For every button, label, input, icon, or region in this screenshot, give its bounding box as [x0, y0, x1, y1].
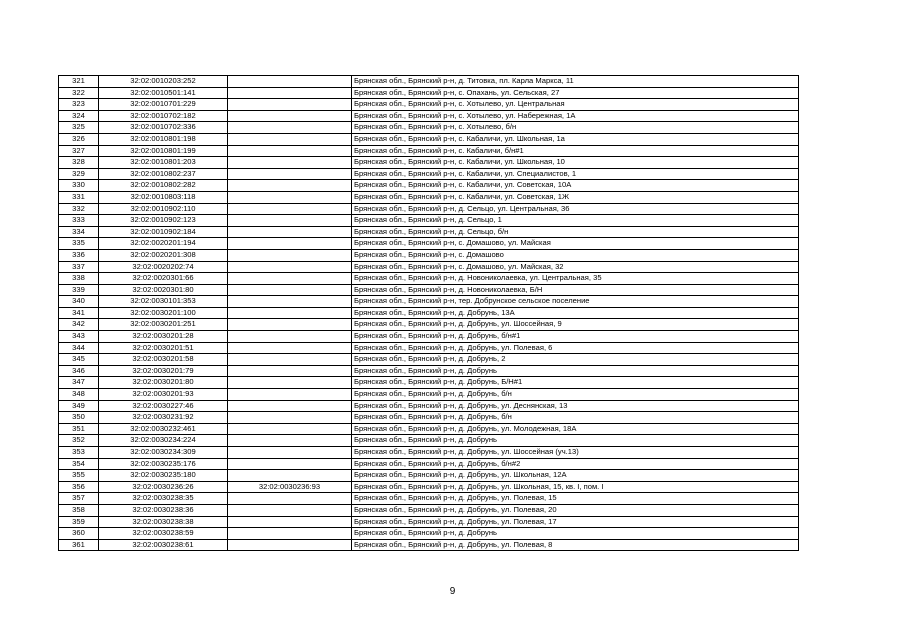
row-number-cell: 328 [59, 157, 99, 169]
cadastral-number-cell: 32:02:0010702:182 [99, 110, 228, 122]
cadastral-number-cell: 32:02:0010501:141 [99, 87, 228, 99]
parent-number-cell [228, 504, 352, 516]
address-cell: Брянская обл., Брянский р-н, д. Добрунь, ул. Деснянская, 13 [352, 400, 799, 412]
address-cell: Брянская обл., Брянский р-н, с. Домашово [352, 249, 799, 261]
row-number-cell: 337 [59, 261, 99, 273]
cadastral-number-cell: 32:02:0030201:58 [99, 354, 228, 366]
parent-number-cell [228, 110, 352, 122]
parent-number-cell [228, 99, 352, 111]
address-cell: Брянская обл., Брянский р-н, с. Кабаличи, ул. Советская, 1Ж [352, 191, 799, 203]
table-row [59, 122, 799, 134]
parent-number-cell [228, 400, 352, 412]
row-number-cell: 361 [59, 539, 99, 551]
cadastral-number-cell: 32:02:0030238:59 [99, 528, 228, 540]
address-cell: Брянская обл., Брянский р-н, д. Новониколаевка, ул. Центральная, 35 [352, 273, 799, 285]
parent-number-cell [228, 284, 352, 296]
cadastral-number-cell: 32:02:0030238:36 [99, 504, 228, 516]
row-number-cell: 345 [59, 354, 99, 366]
address-cell: Брянская обл., Брянский р-н, д. Сельцо, ул. Центральная, 36 [352, 203, 799, 215]
cadastral-number-cell: 32:02:0010902:184 [99, 226, 228, 238]
table-row [59, 157, 799, 169]
row-number-cell: 351 [59, 423, 99, 435]
address-cell: Брянская обл., Брянский р-н, д. Сельцо, б/н [352, 226, 799, 238]
cadastral-number-cell: 32:02:0030227:46 [99, 400, 228, 412]
table-row [59, 516, 799, 528]
row-number-cell: 323 [59, 99, 99, 111]
parent-number-cell [228, 458, 352, 470]
address-cell: Брянская обл., Брянский р-н, д. Добрунь, ул. Полевая, 8 [352, 539, 799, 551]
row-number-cell: 334 [59, 226, 99, 238]
cadastral-number-cell: 32:02:0010801:198 [99, 133, 228, 145]
address-cell: Брянская обл., Брянский р-н, д. Добрунь, ул. Школьная, 15, кв. I, пом. I [352, 481, 799, 493]
row-number-cell: 329 [59, 168, 99, 180]
row-number-cell: 336 [59, 249, 99, 261]
row-number-cell: 356 [59, 481, 99, 493]
address-cell: Брянская обл., Брянский р-н, д. Добрунь, 2 [352, 354, 799, 366]
cadastral-number-cell: 32:02:0020201:194 [99, 238, 228, 250]
cadastral-number-cell: 32:02:0020301:66 [99, 273, 228, 285]
table-row [59, 99, 799, 111]
parent-number-cell [228, 226, 352, 238]
cadastral-number-cell: 32:02:0010803:118 [99, 191, 228, 203]
parent-number-cell [228, 365, 352, 377]
parent-number-cell [228, 528, 352, 540]
row-number-cell: 325 [59, 122, 99, 134]
parent-number-cell [228, 157, 352, 169]
parent-number-cell [228, 342, 352, 354]
address-cell: Брянская обл., Брянский р-н, с. Кабаличи, ул. Специалистов, 1 [352, 168, 799, 180]
table-row [59, 249, 799, 261]
table-row [59, 412, 799, 424]
row-number-cell: 360 [59, 528, 99, 540]
cadastral-number-cell: 32:02:0030234:224 [99, 435, 228, 447]
cadastral-number-cell: 32:02:0030201:251 [99, 319, 228, 331]
cadastral-number-cell: 32:02:0010902:110 [99, 203, 228, 215]
parent-number-cell [228, 238, 352, 250]
cadastral-number-cell: 32:02:0030238:35 [99, 493, 228, 505]
row-number-cell: 321 [59, 76, 99, 88]
parent-number-cell [228, 377, 352, 389]
row-number-cell: 338 [59, 273, 99, 285]
table-row [59, 365, 799, 377]
table-row [59, 493, 799, 505]
parent-number-cell [228, 296, 352, 308]
row-number-cell: 349 [59, 400, 99, 412]
parent-number-cell [228, 87, 352, 99]
parent-number-cell [228, 133, 352, 145]
parent-number-cell [228, 191, 352, 203]
parent-number-cell [228, 319, 352, 331]
parent-number-cell [228, 493, 352, 505]
table-row [59, 273, 799, 285]
table-row [59, 296, 799, 308]
address-cell: Брянская обл., Брянский р-н, д. Добрунь, ул. Молодежная, 18А [352, 423, 799, 435]
address-cell: Брянская обл., Брянский р-н, д. Добрунь, ул. Полевая, 6 [352, 342, 799, 354]
row-number-cell: 326 [59, 133, 99, 145]
table-row [59, 238, 799, 250]
cadastral-number-cell: 32:02:0030232:461 [99, 423, 228, 435]
table-row [59, 76, 799, 88]
parent-number-cell [228, 122, 352, 134]
parent-number-cell [228, 539, 352, 551]
row-number-cell: 355 [59, 470, 99, 482]
table-row [59, 435, 799, 447]
table-row [59, 180, 799, 192]
address-cell: Брянская обл., Брянский р-н, д. Добрунь, б/н#2 [352, 458, 799, 470]
row-number-cell: 332 [59, 203, 99, 215]
cadastral-number-cell: 32:02:0010801:199 [99, 145, 228, 157]
parent-number-cell [228, 261, 352, 273]
document-page [58, 75, 799, 551]
cadastral-number-cell: 32:02:0020201:308 [99, 249, 228, 261]
cadastral-number-cell: 32:02:0010203:252 [99, 76, 228, 88]
row-number-cell: 324 [59, 110, 99, 122]
row-number-cell: 348 [59, 389, 99, 401]
row-number-cell: 330 [59, 180, 99, 192]
address-cell: Брянская обл., Брянский р-н, д. Добрунь, ул. Полевая, 15 [352, 493, 799, 505]
cadastral-number-cell: 32:02:0030101:353 [99, 296, 228, 308]
cadastral-number-cell: 32:02:0020301:80 [99, 284, 228, 296]
row-number-cell: 347 [59, 377, 99, 389]
address-cell: Брянская обл., Брянский р-н, д. Сельцо, 1 [352, 215, 799, 227]
parent-number-cell [228, 331, 352, 343]
cadastral-number-cell: 32:02:0010702:336 [99, 122, 228, 134]
cadastral-number-cell: 32:02:0030238:38 [99, 516, 228, 528]
table-row [59, 203, 799, 215]
address-cell: Брянская обл., Брянский р-н, тер. Добрунское сельское поселение [352, 296, 799, 308]
parent-number-cell [228, 389, 352, 401]
table-row [59, 284, 799, 296]
table-row [59, 504, 799, 516]
table-row [59, 87, 799, 99]
parent-number-cell [228, 354, 352, 366]
address-cell: Брянская обл., Брянский р-н, д. Добрунь [352, 528, 799, 540]
address-cell: Брянская обл., Брянский р-н, с. Домашово, ул. Майская, 32 [352, 261, 799, 273]
parent-number-cell [228, 249, 352, 261]
table-row [59, 528, 799, 540]
address-cell: Брянская обл., Брянский р-н, д. Добрунь, ул. Шоссейная (уч.13) [352, 447, 799, 459]
row-number-cell: 340 [59, 296, 99, 308]
cadastral-number-cell: 32:02:0030231:92 [99, 412, 228, 424]
row-number-cell: 339 [59, 284, 99, 296]
parent-number-cell [228, 307, 352, 319]
address-cell: Брянская обл., Брянский р-н, с. Хотылево, ул. Набережная, 1А [352, 110, 799, 122]
parent-number-cell [228, 447, 352, 459]
table-row [59, 377, 799, 389]
address-cell: Брянская обл., Брянский р-н, д. Добрунь, 13А [352, 307, 799, 319]
cadastral-number-cell: 32:02:0030236:26 [99, 481, 228, 493]
row-number-cell: 353 [59, 447, 99, 459]
cadastral-number-cell: 32:02:0010802:237 [99, 168, 228, 180]
row-number-cell: 359 [59, 516, 99, 528]
address-cell: Брянская обл., Брянский р-н, с. Домашово, ул. Майская [352, 238, 799, 250]
row-number-cell: 343 [59, 331, 99, 343]
table-row [59, 354, 799, 366]
cadastral-number-cell: 32:02:0030201:51 [99, 342, 228, 354]
table-row [59, 215, 799, 227]
parent-number-cell [228, 215, 352, 227]
address-cell: Брянская обл., Брянский р-н, д. Титовка, пл. Карла Маркса, 11 [352, 76, 799, 88]
address-cell: Брянская обл., Брянский р-н, с. Кабаличи, ул. Школьная, 10 [352, 157, 799, 169]
parent-number-cell [228, 470, 352, 482]
row-number-cell: 341 [59, 307, 99, 319]
table-row [59, 133, 799, 145]
table-row [59, 331, 799, 343]
address-cell: Брянская обл., Брянский р-н, д. Добрунь, ул. Шоссейная, 9 [352, 319, 799, 331]
parent-number-cell [228, 273, 352, 285]
parent-number-cell [228, 435, 352, 447]
parent-number-cell [228, 203, 352, 215]
cadastral-number-cell: 32:02:0030234:309 [99, 447, 228, 459]
table-body [59, 76, 799, 551]
address-cell: Брянская обл., Брянский р-н, д. Добрунь [352, 435, 799, 447]
address-cell: Брянская обл., Брянский р-н, д. Добрунь [352, 365, 799, 377]
address-cell: Брянская обл., Брянский р-н, с. Кабаличи, ул. Советская, 10А [352, 180, 799, 192]
table-row [59, 458, 799, 470]
row-number-cell: 322 [59, 87, 99, 99]
address-cell: Брянская обл., Брянский р-н, д. Добрунь, ул. Школьная, 12А [352, 470, 799, 482]
parent-number-cell [228, 168, 352, 180]
table-row [59, 261, 799, 273]
cadastral-number-cell: 32:02:0030238:61 [99, 539, 228, 551]
cadastral-number-cell: 32:02:0030235:180 [99, 470, 228, 482]
table-row [59, 539, 799, 551]
row-number-cell: 357 [59, 493, 99, 505]
parent-number-cell [228, 180, 352, 192]
cadastral-number-cell: 32:02:0020202:74 [99, 261, 228, 273]
table-row [59, 423, 799, 435]
address-cell: Брянская обл., Брянский р-н, д. Добрунь, б/н [352, 389, 799, 401]
table-row [59, 400, 799, 412]
table-row [59, 319, 799, 331]
address-cell: Брянская обл., Брянский р-н, д. Добрунь, ул. Полевая, 17 [352, 516, 799, 528]
cadastral-number-cell: 32:02:0030201:93 [99, 389, 228, 401]
address-cell: Брянская обл., Брянский р-н, д. Добрунь, б/н [352, 412, 799, 424]
row-number-cell: 342 [59, 319, 99, 331]
table-row [59, 168, 799, 180]
table-row [59, 307, 799, 319]
table-row [59, 191, 799, 203]
parent-number-cell [228, 412, 352, 424]
address-cell: Брянская обл., Брянский р-н, с. Хотылево, б/н [352, 122, 799, 134]
cadastral-number-cell: 32:02:0010902:123 [99, 215, 228, 227]
table-row [59, 389, 799, 401]
address-cell: Брянская обл., Брянский р-н, д. Добрунь, б/н#1 [352, 331, 799, 343]
table-row [59, 470, 799, 482]
row-number-cell: 346 [59, 365, 99, 377]
row-number-cell: 350 [59, 412, 99, 424]
parent-number-cell [228, 145, 352, 157]
parent-number-cell [228, 516, 352, 528]
parent-number-cell [228, 423, 352, 435]
row-number-cell: 333 [59, 215, 99, 227]
cadastral-number-cell: 32:02:0030201:80 [99, 377, 228, 389]
table-row [59, 481, 799, 493]
address-cell: Брянская обл., Брянский р-н, с. Кабаличи, ул. Школьная, 1а [352, 133, 799, 145]
row-number-cell: 358 [59, 504, 99, 516]
cadastral-number-cell: 32:02:0030201:79 [99, 365, 228, 377]
table-row [59, 342, 799, 354]
cadastral-number-cell: 32:02:0010802:282 [99, 180, 228, 192]
cadastral-number-cell: 32:02:0030201:100 [99, 307, 228, 319]
table-row [59, 447, 799, 459]
address-cell: Брянская обл., Брянский р-н, д. Добрунь, Б/Н#1 [352, 377, 799, 389]
address-cell: Брянская обл., Брянский р-н, д. Новониколаевка, Б/Н [352, 284, 799, 296]
address-cell: Брянская обл., Брянский р-н, с. Хотылево, ул. Центральная [352, 99, 799, 111]
cadastral-number-cell: 32:02:0030201:28 [99, 331, 228, 343]
cadastral-table [58, 75, 799, 551]
parent-number-cell [228, 76, 352, 88]
row-number-cell: 354 [59, 458, 99, 470]
address-cell: Брянская обл., Брянский р-н, с. Опахань, ул. Сельская, 27 [352, 87, 799, 99]
cadastral-number-cell: 32:02:0010701:229 [99, 99, 228, 111]
row-number-cell: 344 [59, 342, 99, 354]
address-cell: Брянская обл., Брянский р-н, с. Кабаличи, б/н#1 [352, 145, 799, 157]
parent-number-cell: 32:02:0030236:93 [228, 481, 352, 493]
cadastral-number-cell: 32:02:0030235:176 [99, 458, 228, 470]
row-number-cell: 327 [59, 145, 99, 157]
table-row [59, 110, 799, 122]
table-row [59, 226, 799, 238]
row-number-cell: 331 [59, 191, 99, 203]
address-cell: Брянская обл., Брянский р-н, д. Добрунь, ул. Полевая, 20 [352, 504, 799, 516]
row-number-cell: 352 [59, 435, 99, 447]
page-number: 9 [449, 586, 456, 597]
row-number-cell: 335 [59, 238, 99, 250]
table-row [59, 145, 799, 157]
cadastral-number-cell: 32:02:0010801:203 [99, 157, 228, 169]
